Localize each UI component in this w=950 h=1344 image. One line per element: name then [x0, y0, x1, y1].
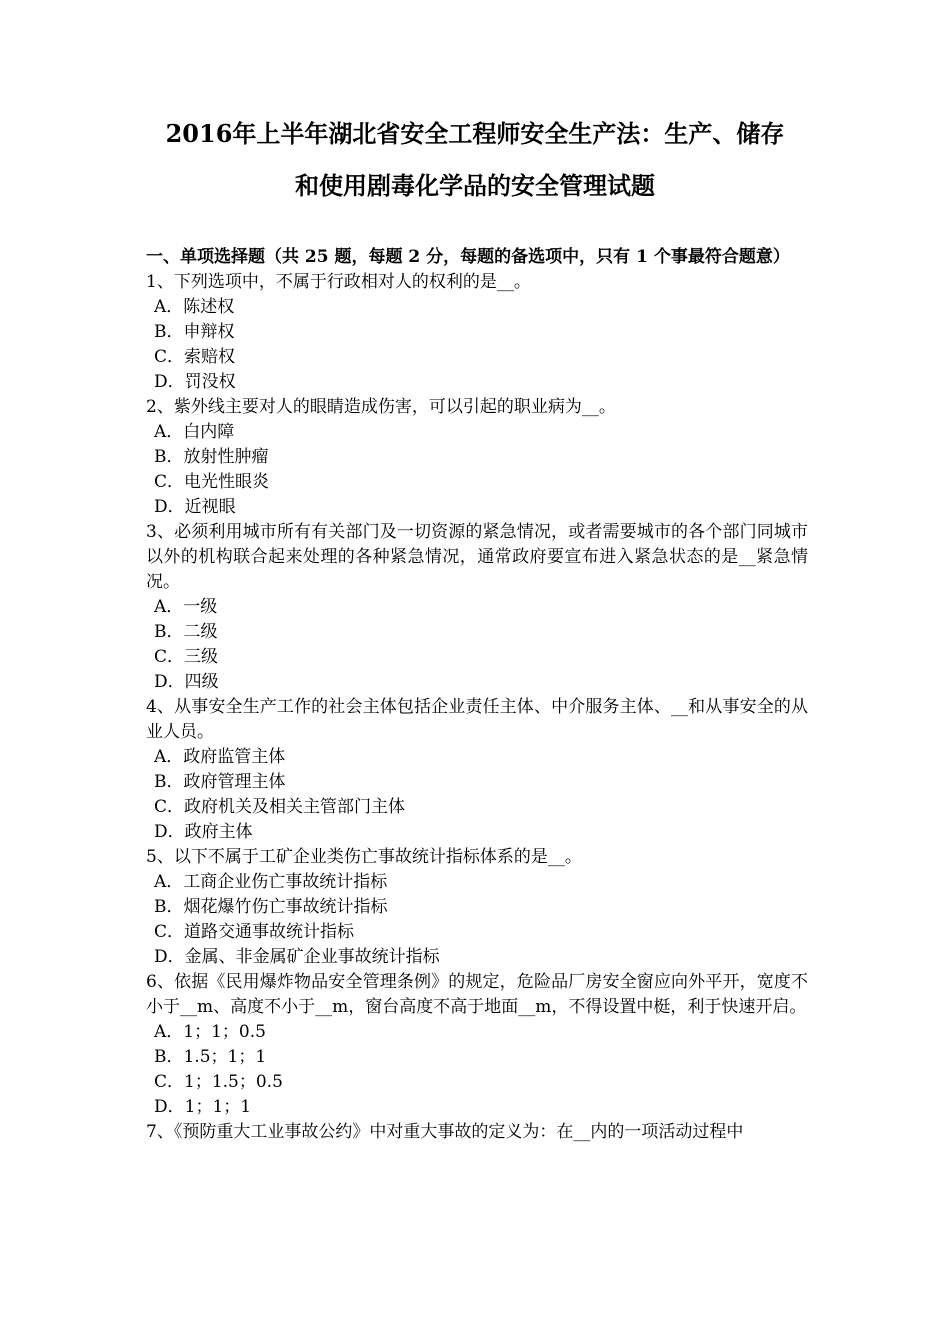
option-b: B．申辩权	[154, 322, 235, 342]
document-title-line1: 2016年上半年湖北省安全工程师安全生产法：生产、储存	[165, 119, 785, 148]
option-b: B．二级	[154, 622, 218, 642]
option-d: D．罚没权	[154, 372, 236, 392]
option-d: D．近视眼	[154, 497, 236, 517]
option-d: D．1；1；1	[154, 1097, 252, 1117]
question-text: 1、下列选项中，不属于行政相对人的权利的是__。	[146, 272, 531, 292]
option-a: A．一级	[154, 597, 218, 617]
question-text: 7、《预防重大工业事故公约》中对重大事故的定义为：在__内的一项活动过程中	[146, 1122, 744, 1142]
question-3	[146, 520, 808, 695]
option-b: B．1.5；1；1	[154, 1047, 267, 1067]
option-b: B．烟花爆竹伤亡事故统计指标	[154, 897, 388, 917]
option-c: C．1；1.5；0.5	[154, 1072, 283, 1092]
option-a: A．陈述权	[154, 297, 235, 317]
option-b: B．政府管理主体	[154, 772, 286, 792]
option-c: C．三级	[154, 647, 219, 667]
section-heading: 一、单项选择题（共 25 题，每题 2 分，每题的备选项中，只有 1 个事最符合题意）	[146, 247, 790, 267]
question-text: 6、依据《民用爆炸物品安全管理条例》的规定，危险品厂房安全窗应向外平开，宽度不小于__m、高度不小于__m，窗台高度不高于地面__m，不得设置中梃，利于快速开启。	[146, 972, 808, 1017]
question-7	[146, 1120, 808, 1145]
option-c: C．政府机关及相关主管部门主体	[154, 797, 406, 817]
document-title-line2: 和使用剧毒化学品的安全管理试题	[295, 171, 655, 200]
option-c: C．道路交通事故统计指标	[154, 922, 355, 942]
option-a: A．1；1；0.5	[154, 1022, 266, 1042]
option-d: D．金属、非金属矿企业事故统计指标	[154, 947, 440, 967]
option-c: C．电光性眼炎	[154, 472, 270, 492]
option-b: B．放射性肿瘤	[154, 447, 269, 467]
document-body	[146, 245, 808, 1145]
question-4	[146, 695, 808, 845]
question-6	[146, 970, 808, 1120]
question-2	[146, 395, 808, 520]
option-d: D．四级	[154, 672, 219, 692]
option-d: D．政府主体	[154, 822, 253, 842]
question-5	[146, 845, 808, 970]
question-text: 2、紫外线主要对人的眼睛造成伤害，可以引起的职业病为__。	[146, 397, 616, 417]
question-1	[146, 270, 808, 395]
option-c: C．索赔权	[154, 347, 236, 367]
question-text: 3、必须利用城市所有有关部门及一切资源的紧急情况，或者需要城市的各个部门同城市以外的机构联合起来处理的各种紧急情况，通常政府要宣布进入紧急状态的是__紧急情况。	[146, 522, 808, 592]
question-text: 5、以下不属于工矿企业类伤亡事故统计指标体系的是__。	[146, 847, 582, 867]
option-a: A．政府监管主体	[154, 747, 286, 767]
option-a: A．白内障	[154, 422, 235, 442]
option-a: A．工商企业伤亡事故统计指标	[154, 872, 388, 892]
question-text: 4、从事安全生产工作的社会主体包括企业责任主体、中介服务主体、__和从事安全的从业人员。	[146, 697, 808, 742]
